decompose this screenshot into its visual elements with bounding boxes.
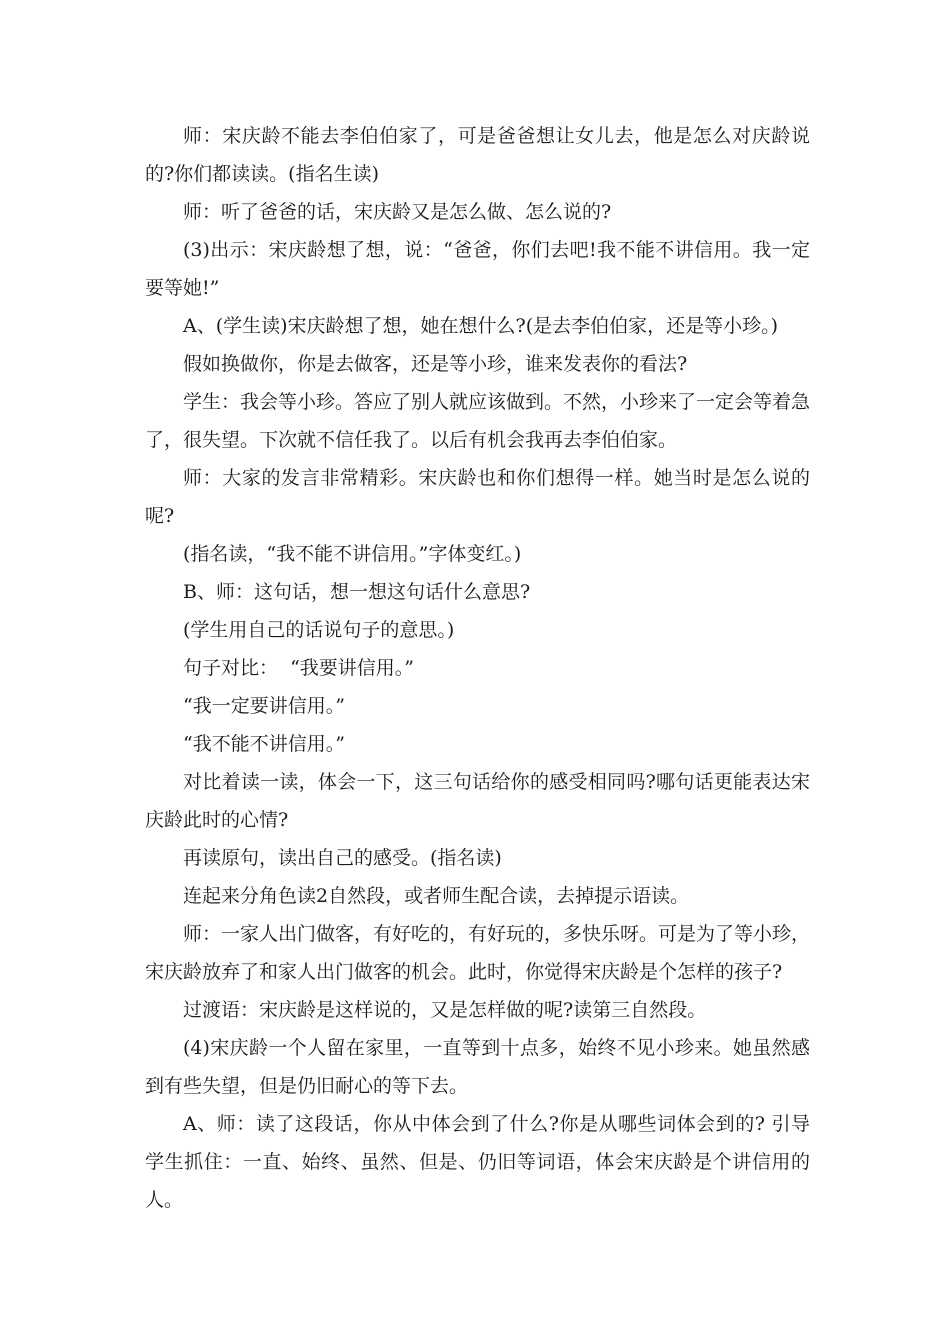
paragraph-4: A、(学生读)宋庆龄想了想，她在想什么?(是去李伯伯家，还是等小珍。) (183, 315, 779, 337)
paragraph-3: (3)出示：宋庆龄想了想，说：“爸爸，你们去吧!我不能不讲信用。我一定要等她!” (145, 239, 810, 299)
paragraph-20: A、师：读了这段话，你从中体会到了什么?你是从哪些词体会到的? 引导学生抓住：一直、始终、虽然、但是、仍旧等词语，体会宋庆龄是个讲信用的人。 (145, 1113, 810, 1211)
paragraph-5: 假如换做你，你是去做客，还是等小珍，谁来发表你的看法? (183, 353, 688, 375)
paragraph-16: 连起来分角色读2自然段，或者师生配合读，去掉提示语读。 (183, 885, 690, 907)
paragraph-14: 对比着读一读，体会一下，这三句话给你的感受相同吗?哪句话更能表达宋庆龄此时的心情? (145, 771, 810, 831)
paragraph-13: “我不能不讲信用。” (183, 733, 345, 755)
paragraph-9: B、师：这句话，想一想这句话什么意思? (183, 581, 531, 603)
paragraph-15: 再读原句，读出自己的感受。(指名读) (183, 847, 502, 869)
document-body (145, 117, 810, 1219)
paragraph-12: “我一定要讲信用。” (183, 695, 345, 717)
paragraph-17: 师：一家人出门做客，有好吃的，有好玩的，多快乐呀。可是为了等小珍，宋庆龄放弃了和家人出门做客的机会。此时，你觉得宋庆龄是个怎样的孩子? (145, 923, 811, 983)
paragraph-11: 句子对比： “我要讲信用。” (183, 657, 415, 679)
paragraph-7: 师：大家的发言非常精彩。宋庆龄也和你们想得一样。她当时是怎么说的呢? (145, 467, 810, 527)
paragraph-19: (4)宋庆龄一个人留在家里，一直等到十点多，始终不见小珍来。她虽然感到有些失望，但是仍旧耐心的等下去。 (145, 1037, 810, 1097)
paragraph-1: 师：宋庆龄不能去李伯伯家了，可是爸爸想让女儿去，他是怎么对庆龄说的?你们都读读。(指名生读) (145, 125, 810, 185)
paragraph-2: 师：听了爸爸的话，宋庆龄又是怎么做、怎么说的? (183, 201, 612, 223)
paragraph-10: (学生用自己的话说句子的意思。) (183, 619, 455, 641)
paragraph-18: 过渡语：宋庆龄是这样说的，又是怎样做的呢?读第三自然段。 (183, 999, 707, 1021)
paragraph-6: 学生：我会等小珍。答应了别人就应该做到。不然，小珍来了一定会等着急了，很失望。下次就不信任我了。以后有机会我再去李伯伯家。 (145, 391, 811, 451)
paragraph-8: (指名读，“我不能不讲信用。”字体变红。) (183, 543, 522, 565)
